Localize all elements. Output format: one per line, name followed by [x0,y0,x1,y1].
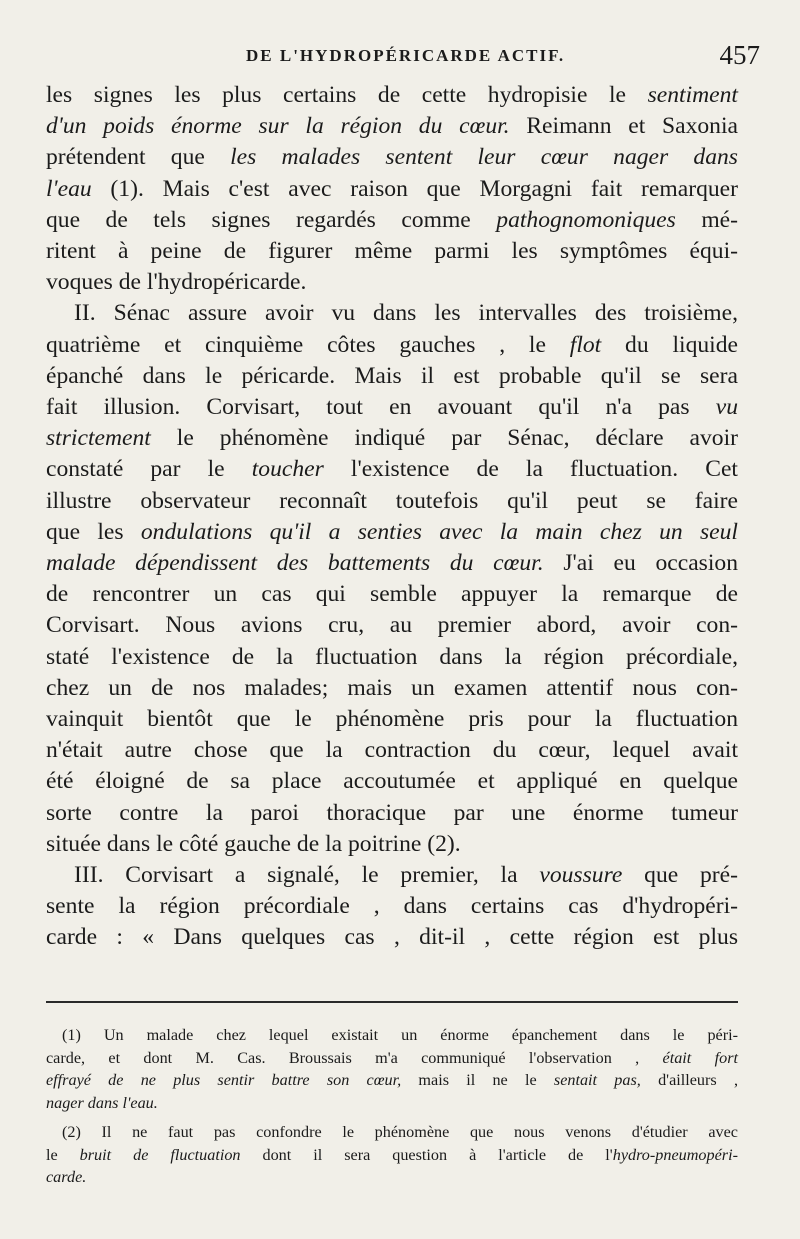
text-run: fait illusion. Corvisart, tout en avouant qu'il n'a pas [46,394,716,421]
text-run: mais il ne le [401,1071,554,1090]
text-run: staté l'existence de la fluctuation dans la région précordiale, [46,643,738,670]
footnote [46,1024,738,1115]
paragraph [46,860,738,954]
text-line [46,735,738,766]
text-line [46,704,738,735]
text-run: les signes les plus certains de cette hydropisie le [46,82,648,108]
text-run: ritent à peine de figurer même parmi les symptômes équi- [46,238,738,265]
text-run: épanché dans le péricarde. Mais il est probable qu'il se sera [46,362,738,389]
text-line [46,517,738,548]
footnote [46,1121,738,1189]
text-line [46,673,738,704]
text-line [46,766,738,797]
paragraph [46,80,738,298]
text-run: que pré- [622,862,738,889]
text-line [46,330,738,361]
text-run: que de tels signes regardés comme [46,206,497,233]
text-run: été éloigné de sa place accoutumée et appliqué en quelque [46,768,738,795]
text-run: sente la région précordiale , dans certains cas d'hydropéri- [46,893,738,920]
italic-run: d'un poids énorme sur la région du cœur. [46,113,510,140]
text-line [46,174,738,205]
footnote-line [46,1121,738,1144]
text-run: constaté par le [46,456,252,483]
italic-run: était fort [662,1048,738,1067]
text-run: sorte contre la paroi thoracique par une énorme tumeur [46,799,738,826]
text-run: illustre observateur reconnaît toutefois qu'il peut se faire [46,487,738,514]
page-header [46,40,766,74]
text-line [46,922,738,953]
text-run: située dans le côté gauche de la poitrine (2). [46,830,461,857]
text-run: voques de l'hydropéricarde. [46,269,307,296]
text-run: Corvisart. Nous avions cru, au premier abord, avoir con- [46,612,738,639]
text-line [46,142,738,173]
text-line [46,860,738,891]
text-run: III. Corvisart a signalé, le premier, la [74,862,540,889]
text-run: n'était autre chose que la contraction du cœur, lequel avait [46,737,738,764]
footnote-line [46,1092,738,1115]
footnote-line [46,1166,738,1189]
main-text [46,80,738,954]
text-run: le phénomène indiqué par Sénac, déclare avoir [150,425,738,452]
text-run: Reimann et Saxonia [509,113,738,140]
italic-run: vu [715,394,738,421]
text-line [46,80,738,111]
text-line [46,548,738,579]
italic-run: toucher [251,456,324,483]
text-run: d'ailleurs , [640,1071,738,1090]
text-line [46,205,738,236]
italic-run: l'eau [46,175,92,202]
italic-run: effrayé de ne plus sentir battre son cœur, [46,1071,402,1090]
paragraph [46,298,738,860]
footnote-line [46,1069,738,1092]
text-line [46,486,738,517]
italic-run: carde. [46,1168,87,1187]
text-run: de rencontrer un cas qui semble appuyer la remarque de [46,581,738,608]
text-line [46,579,738,610]
text-line [46,829,738,860]
text-run: quatrième et cinquième côtes gauches , le [46,331,570,358]
text-line [46,267,738,298]
text-line [46,891,738,922]
italic-run: pathognomoniques [496,206,676,233]
footnote-line [46,1047,738,1070]
text-run: dont il sera question à l'article de l' [240,1145,613,1164]
text-run: mé- [675,206,738,233]
text-line [46,361,738,392]
text-run: (1) Un malade chez lequel existait un énorme épanchement dans le péri- [62,1026,738,1044]
italic-run: sentiment [647,82,738,108]
footnote-line [46,1144,738,1167]
footnote-line [46,1024,738,1047]
running-title: DE L'HYDROPÉRICARDE ACTIF. [246,46,566,65]
text-run: vainquit bientôt que le phénomène pris pour la fluctuation [46,706,738,733]
italic-run: les malades sentent leur cœur nager dans [230,144,738,171]
text-run: carde : « Dans quelques cas , dit-il , cette région est plus [46,924,738,951]
text-line [46,798,738,829]
italic-run: ondulations qu'il a senties avec la main chez un seul [140,518,738,545]
footnote-separator [46,1001,738,1003]
italic-run: bruit de fluctuation [79,1145,241,1164]
text-run: carde, et dont M. Cas. Broussais m'a communiqué l'observation , [46,1048,663,1067]
page-number: 457 [719,40,760,70]
text-run: l'existence de la fluctuation. Cet [323,456,738,483]
italic-run: nager dans l'eau. [46,1094,158,1113]
text-run: (1). Mais c'est avec raison que Morgagni fait remarquer [91,175,738,202]
italic-run: voussure [539,862,623,889]
text-line [46,454,738,485]
text-line [46,392,738,423]
text-line [46,236,738,267]
text-line [46,610,738,641]
italic-run: flot [569,331,602,358]
text-run: le [46,1145,80,1164]
text-run: (2) Il ne faut pas confondre le phénomène que nous venons d'étudier avec [62,1122,738,1141]
text-line [46,298,738,329]
text-line [46,423,738,454]
italic-run: hydro-pneumopéri- [612,1145,738,1164]
text-run: chez un de nos malades; mais un examen attentif nous con- [46,674,738,701]
text-run: prétendent que [46,144,231,171]
footnotes [46,1024,738,1195]
text-run: II. Sénac assure avoir vu dans les intervalles des troisième, [74,300,738,327]
text-run: du liquide [601,331,738,358]
text-run: J'ai eu occasion [543,550,739,577]
text-run: que les [46,518,141,545]
text-line [46,642,738,673]
text-line [46,111,738,142]
italic-run: sentait pas, [553,1071,641,1090]
italic-run: strictement [46,425,151,452]
italic-run: malade dépendissent des battements du cœur. [46,550,544,577]
